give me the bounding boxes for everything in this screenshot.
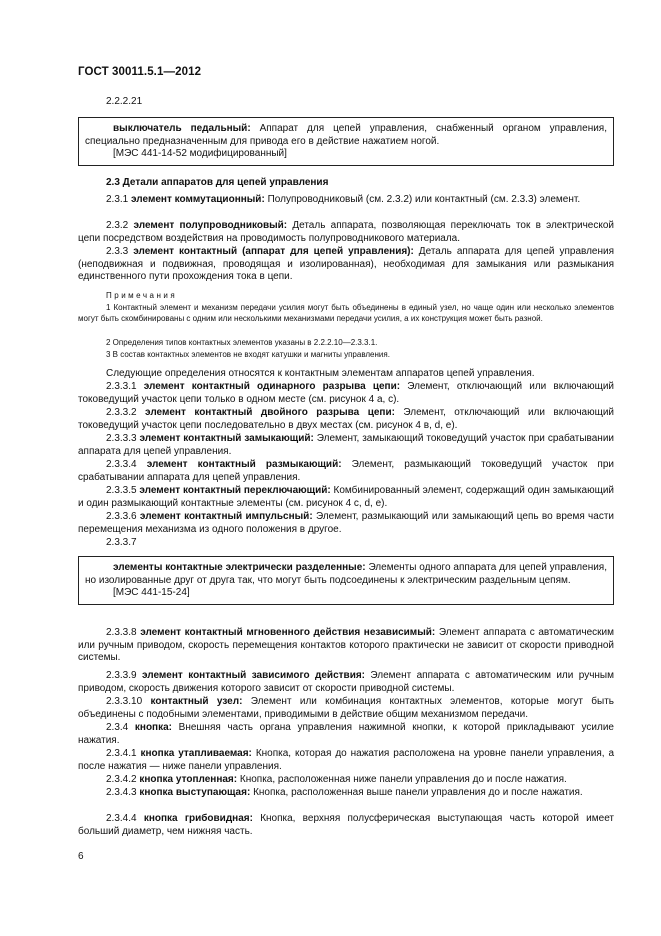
clause-2-3-1: 2.3.1 элемент коммутационный: Полупроводниковый (см. 2.3.2) или контактный (см. 2.3.3) элемент.	[106, 194, 581, 205]
clause-2-3-2: 2.3.2 элемент полупроводниковый: Деталь аппарата, позволяющая переключать ток в электрической цепи посредством воздействия на проводимость полупроводникового материала.	[78, 220, 614, 244]
page-number: 6	[78, 851, 84, 862]
box-paragraph	[85, 123, 607, 148]
notes-title: Примечания	[106, 291, 178, 300]
clause-2-3-4-2: 2.3.4.2 кнопка утопленная: Кнопка, расположенная ниже панели управления до и после нажатия.	[106, 774, 567, 785]
definition-box-separated-contacts	[78, 556, 614, 605]
definition: Аппарат для цепей управления, снабженный органом управления, специально предназначенным для привода его в действие нажатием ногой.	[85, 123, 608, 147]
note-1: 1 Контактный элемент и механизм передачи усилия могут быть объединены в единый узел, но чаще один или несколько элементов могут быть скомбинированы с одним или несколькими механизмами передачи усилия, а их конструкция может быть разной.	[78, 303, 614, 323]
clause-2-3-4-3: 2.3.4.3 кнопка выступающая: Кнопка, расположенная выше панели управления до и после нажатия.	[106, 787, 583, 798]
clause-2-3-3-10: 2.3.3.10 контактный узел: Элемент или комбинация контактных элементов, которые могут быть объединены с подобными элементами, приводимыми в действие общим механизмом передачи.	[78, 696, 614, 720]
section-title: 2.3 Детали аппаратов для цепей управления	[106, 177, 329, 188]
clause-2-3-4-4: 2.3.4.4 кнопка грибовидная: Кнопка, верхняя полусферическая выступающая часть которой имеет больший диаметр, чем нижняя часть.	[78, 813, 615, 837]
clause-2-3-3-4: 2.3.3.4 элемент контактный размыкающий: Элемент, размыкающий токоведущий участок при срабатывании аппарата для цепей управления.	[78, 459, 614, 483]
clause-2-3-3-7: 2.3.3.7	[106, 537, 137, 548]
term: выключатель педальный:	[113, 123, 251, 134]
clause-2-3-3: 2.3.3 элемент контактный (аппарат для цепей управления): Деталь аппарата для цепей управления (неподвижная и подвижная, проводящая и изолированная), необходимая для замыкания или размыкания единственного пути прохождения тока в цепи.	[78, 246, 615, 283]
clause-2-3-3-9: 2.3.3.9 элемент контактный зависимого действия: Элемент аппарата с автоматическим или ручным приводом, скорость движения которого зависит от скорости приводной системы.	[78, 670, 614, 694]
note-2: 2 Определения типов контактных элементов указаны в 2.2.2.10—2.3.3.1.	[106, 338, 378, 347]
clause-2-3-3-5: 2.3.3.5 элемент контактный переключающий: Комбинированный элемент, содержащий один замыкающий и один размыкающий контактные элементы (см. рисунок 4 с, d, е).	[78, 485, 615, 509]
clause-2-3-3-2: 2.3.3.2 элемент контактный двойного разрыва цепи: Элемент, отключающий или включающий токоведущий участок цепи последовательно в двух местах (см. рисунок 4 в, d, е).	[78, 407, 615, 431]
term: элементы контактные электрически разделенные:	[113, 562, 366, 573]
clause-2-3-4-1: 2.3.4.1 кнопка утапливаемая: Кнопка, которая до нажатия расположена на уровне панели управления, а после нажатия — ниже панели управления.	[78, 748, 614, 772]
standard-header: ГОСТ 30011.5.1—2012	[78, 66, 202, 78]
intro-paragraph: Следующие определения относятся к контактным элементам аппаратов цепей управления.	[106, 368, 535, 379]
box-paragraph	[85, 562, 607, 587]
clause-2-3-3-3: 2.3.3.3 элемент контактный замыкающий: Элемент, замыкающий токоведущий участок при срабатывании аппарата для цепей управления.	[78, 433, 615, 457]
reference: [МЭС 441-14-52 модифицированный]	[113, 148, 287, 160]
clause-2-3-3-1: 2.3.3.1 элемент контактный одинарного разрыва цепи: Элемент, отключающий или включающий токоведущий участок цепи только в одном месте (см. рисунок 4 а, с).	[78, 381, 615, 405]
definition-box-pedal-switch	[78, 117, 614, 166]
clause-2-3-4: 2.3.4 кнопка: Внешняя часть органа управления нажимной кнопки, к которой прикладывают усилие нажатия.	[78, 722, 614, 746]
definition: Элементы одного аппарата для цепей управления, но изолированные друг от друга так, что могут быть подсоединены к электрическим раздельным цепям.	[85, 562, 607, 586]
clause-2-3-3-8: 2.3.3.8 элемент контактный мгновенного действия независимый: Элемент аппарата с автоматическим или ручным приводом, скорость перемещения контактов которого практически не зависит от скорости приводной системы.	[78, 627, 615, 664]
clause-2-2-2-21: 2.2.2.21	[106, 96, 143, 107]
section-2-3-heading	[78, 177, 614, 190]
clause-2-3-3-6: 2.3.3.6 элемент контактный импульсный: Элемент, размыкающий или замыкающий цепь во время части перемещения механизма из одного положения в другое.	[78, 511, 614, 535]
reference: [МЭС 441-15-24]	[113, 587, 190, 599]
note-3: 3 В состав контактных элементов не входят катушки и магниты управления.	[106, 350, 390, 359]
